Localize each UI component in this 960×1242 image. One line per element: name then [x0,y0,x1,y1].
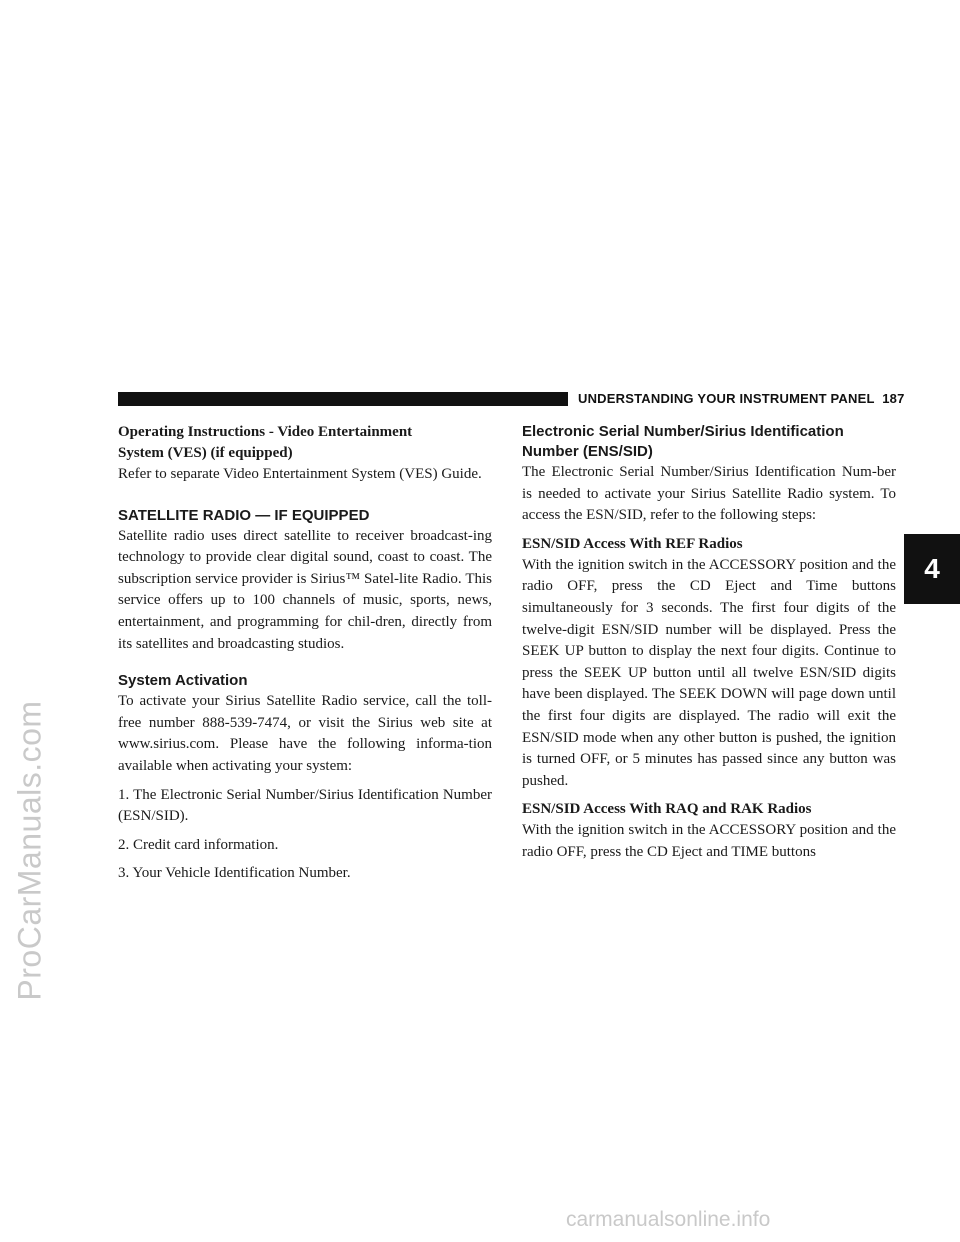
esn-text: The Electronic Serial Number/Sirius Identification Num-ber is needed to activate your Sirius Satellite Radio system. To access the ESN/SID, refer to the following steps: [522,464,896,524]
side-watermark-text: ProCarManuals.com [11,699,48,1001]
header-bar [118,392,568,406]
side-watermark [0,500,60,1200]
bottom-watermark: carmanualsonline.info [566,1208,771,1231]
satellite-text: Satellite radio uses direct satellite to receiver broadcast-ing technology to provide clear digital sound, coast to coast. The subscription service provider is Sirius™ Satel-lite Radio. This service offers up to 100 channels of music, sports, news, entertainment, and programming for chil-dren, directly from its satellites and broadcasting studios. [118,527,492,652]
list-item: 1. The Electronic Serial Number/Sirius Identification Number (ESN/SID). [118,786,492,825]
right-column [522,422,896,864]
ves-heading-line2: System (VES) (if equipped) [118,445,293,461]
esn-heading-line2: Number (ENS/SID) [522,443,653,460]
raq-text: With the ignition switch in the ACCESSORY position and the radio OFF, press the CD Eject and TIME buttons [522,822,896,860]
page-number: 187 [882,391,905,406]
ves-heading [118,422,492,464]
esn-heading [522,422,896,462]
esn-heading-line1: Electronic Serial Number/Sirius Identification [522,423,844,440]
list-item: 2. Credit card information. [118,836,279,853]
ref-text: With the ignition switch in the ACCESSORY position and the radio OFF, press the CD Eject and Time buttons simultaneously for 3 seconds. The first four digits of the twelve-digit ESN/SID number will be displayed. Press the SEEK UP button to display the next four digits. Continue to press the SEEK UP button until all twelve ESN/SID digits have been displayed. The SEEK DOWN will page down until the first four digits are displayed. The radio will exit the ESN/SID mode when any other button is pushed, the ignition is turned OFF, or 5 minutes has passed since any button was pushed. [522,556,896,789]
ves-heading-line1: Operating Instructions - Video Entertainment [118,424,413,440]
activation-text: To activate your Sirius Satellite Radio service, call the toll-free number 888-539-7474, or visit the Sirius web site at www.sirius.com. Please have the following informa-tion available when activating your system: [118,693,492,774]
activation-heading: System Activation [118,672,248,690]
chapter-tab: 4 [904,534,960,604]
satellite-heading: SATELLITE RADIO — IF EQUIPPED [118,506,370,524]
ves-text: Refer to separate Video Entertainment System (VES) Guide. [118,466,482,482]
ref-heading: ESN/SID Access With REF Radios [522,535,743,552]
running-header [578,391,905,406]
left-column [118,422,492,885]
raq-heading: ESN/SID Access With RAQ and RAK Radios [522,801,812,818]
section-title: UNDERSTANDING YOUR INSTRUMENT PANEL [578,391,875,406]
list-item: 3. Your Vehicle Identification Number. [118,865,351,882]
